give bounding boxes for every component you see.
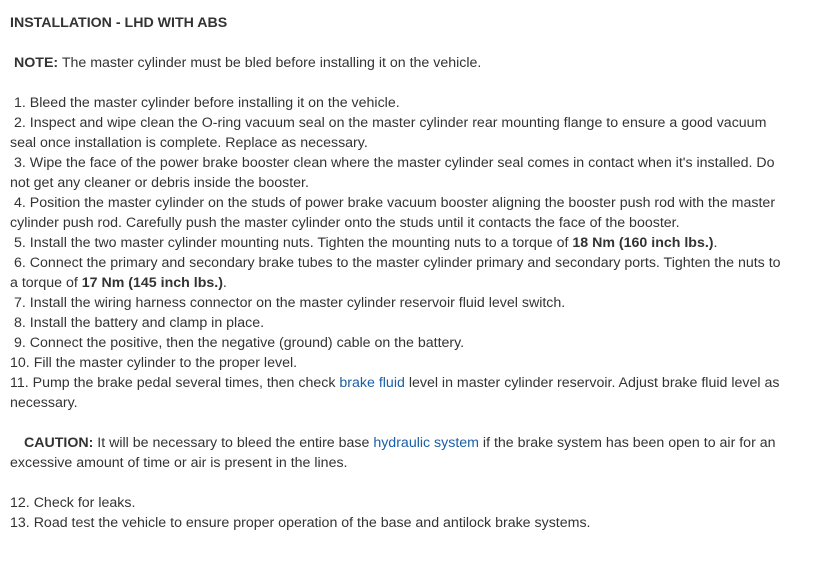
list-item — [10, 153, 792, 193]
glossary-link[interactable]: brake fluid — [339, 375, 405, 391]
glossary-link[interactable]: hydraulic system — [373, 435, 479, 451]
step-text: Position the master cylinder on the studs of power brake vacuum booster aligning the booster push rod with the master cylinder push rod. Carefully push the master cylinder onto the studs until it contacts the face of the booster. — [10, 195, 776, 231]
step-text: Wipe the face of the power brake booster clean where the master cylinder seal comes in contact when it's installed. Do not get any cleaner or debris inside the booster. — [10, 155, 775, 191]
caution-label: CAUTION: — [24, 435, 94, 451]
steps-list-2 — [10, 493, 792, 533]
step-text: level in master cylinder reservoir. Adjust brake fluid level as necessary. — [10, 375, 780, 411]
step-number: 13. — [10, 515, 30, 531]
step-number: 11. — [10, 375, 29, 391]
step-text: It will be necessary to bleed the entire base — [93, 435, 374, 451]
torque-value: 18 Nm (160 inch lbs.) — [572, 235, 714, 251]
step-number: 1. — [14, 95, 26, 111]
step-text: Fill the master cylinder to the proper level. — [33, 355, 298, 371]
list-item — [10, 313, 792, 333]
step-number: 5. — [14, 235, 26, 251]
note-text: The master cylinder must be bled before installing it on the vehicle. — [58, 55, 482, 71]
list-item — [10, 373, 792, 413]
list-item — [10, 353, 792, 373]
steps-list — [10, 93, 792, 413]
step-text: Bleed the master cylinder before installing it on the vehicle. — [29, 95, 400, 111]
list-item — [10, 513, 792, 533]
step-text: Install the wiring harness connector on the master cylinder reservoir fluid level switch. — [29, 295, 566, 311]
step-number: 7. — [14, 295, 26, 311]
step-text: Pump the brake pedal several times, then check — [32, 375, 340, 391]
step-text: Inspect and wipe clean the O-ring vacuum seal on the master cylinder rear mounting flange to ensure a good vacuum seal once installation is complete. Replace as necessary. — [10, 115, 767, 151]
step-text: if the brake system has been open to air for an excessive amount of time or air is present in the lines. — [10, 435, 776, 471]
step-text: Connect the primary and secondary brake tubes to the master cylinder primary and secondary ports. Tighten the nuts to a torque of — [10, 255, 781, 291]
step-text: Install the two master cylinder mounting nuts. Tighten the mounting nuts to a torque of — [29, 235, 573, 251]
step-number: 4. — [14, 195, 26, 211]
step-text: Install the battery and clamp in place. — [29, 315, 265, 331]
note-label: NOTE: — [14, 55, 59, 71]
list-item — [10, 333, 792, 353]
step-number: 10. — [10, 355, 30, 371]
list-item — [10, 113, 792, 153]
list-item — [10, 193, 792, 233]
note-block — [14, 53, 792, 73]
list-item — [10, 493, 792, 513]
caution-block — [10, 433, 792, 473]
step-text: . — [222, 275, 227, 291]
step-number: 12. — [10, 495, 30, 511]
torque-value: 17 Nm (145 inch lbs.) — [81, 275, 223, 291]
step-number: 3. — [14, 155, 26, 171]
step-number: 2. — [14, 115, 26, 131]
step-number: 6. — [14, 255, 26, 271]
step-text: Road test the vehicle to ensure proper operation of the base and antilock brake systems. — [33, 515, 591, 531]
step-text: Connect the positive, then the negative (ground) cable on the battery. — [29, 335, 465, 351]
list-item — [10, 233, 792, 253]
step-number: 8. — [14, 315, 26, 331]
list-item — [10, 253, 792, 293]
step-number: 9. — [14, 335, 26, 351]
page-title: INSTALLATION - LHD WITH ABS — [10, 15, 228, 31]
list-item — [10, 93, 792, 113]
step-text: Check for leaks. — [33, 495, 136, 511]
list-item — [10, 293, 792, 313]
step-text: . — [713, 235, 718, 251]
